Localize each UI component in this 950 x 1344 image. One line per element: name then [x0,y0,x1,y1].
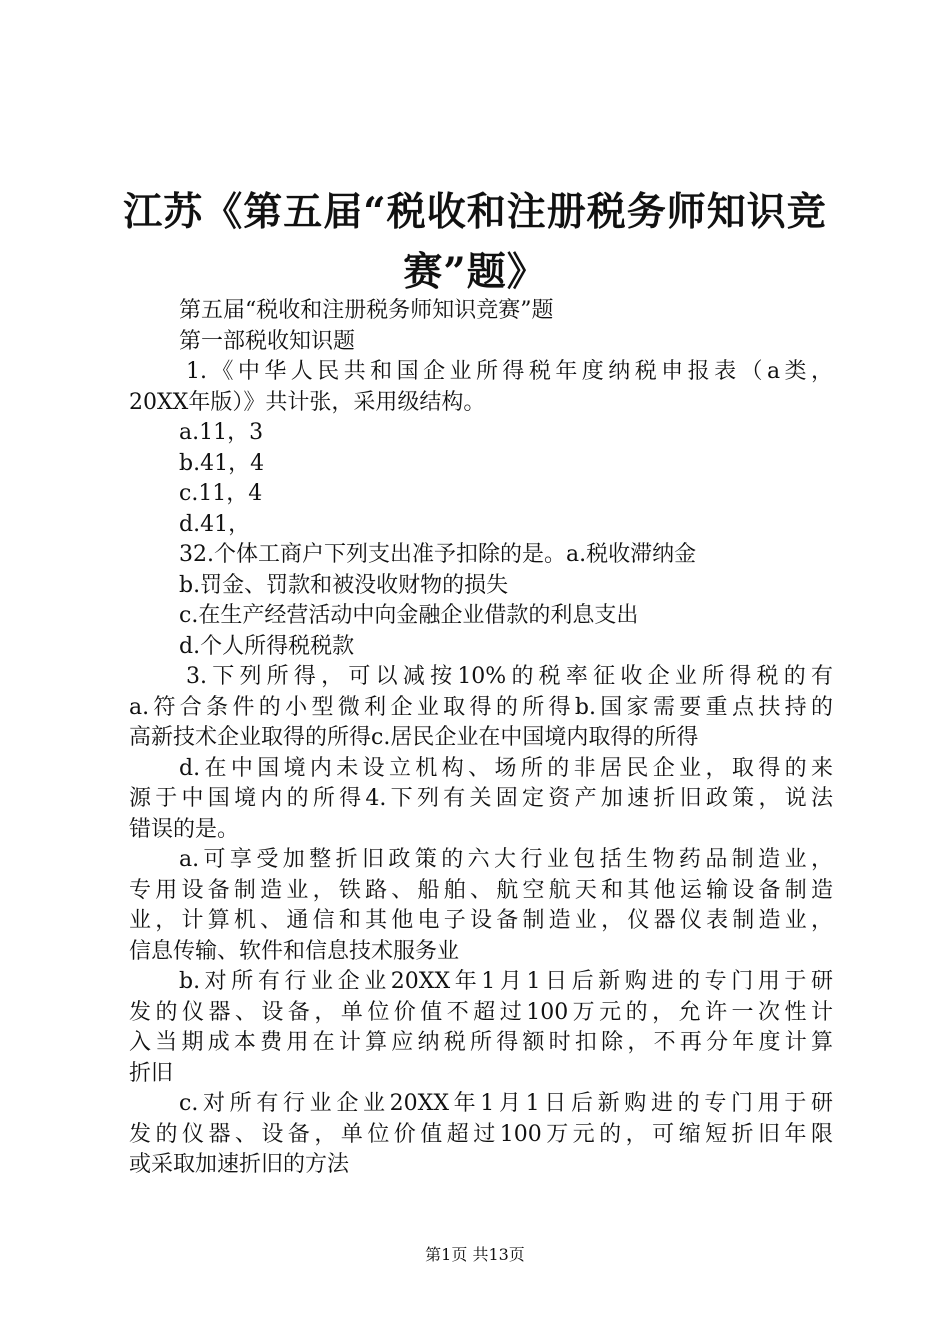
text-line: 信息传输、软件和信息技术服务业 [129,938,460,964]
text-line: d.个人所得税税款 [179,633,355,659]
text-line: c.11，4 [179,481,263,506]
text-line: c.对所有行业企业20XX年1月1日后新购进的专门用于研 [179,1091,833,1116]
text-line: a.可享受加整折旧政策的六大行业包括生物药品制造业， [179,847,833,872]
text-line: d.在中国境内未设立机构、场所的非居民企业，取得的来 [179,755,833,781]
text-line: 折旧 [129,1060,174,1086]
text-line: 高新技术企业取得的所得c.居民企业在中国境内取得的所得 [129,725,699,750]
text-line: a.11，3 [179,420,264,445]
document-body [129,296,833,1181]
text-line: 业，计算机、通信和其他电子设备制造业，仪器仪表制造业， [129,908,833,933]
text-line: 或采取加速折旧的方法 [129,1152,350,1177]
text-line: 3.下列所得，可以减按10%的税率征收企业所得税的有 [186,664,833,689]
text-line: 发的仪器、设备，单位价值超过100万元的，可缩短折旧年限 [129,1121,833,1147]
text-line: 源于中国境内的所得4.下列有关固定资产加速折旧政策，说法 [129,786,833,811]
text-line: 第五届“税收和注册税务师知识竞赛”题 [179,298,554,323]
text-line: 第一部税收知识题 [179,328,356,354]
text-line: b.罚金、罚款和被没收财物的损失 [179,572,509,598]
document-title: 江苏《第五届“税收和注册税务师知识竞赛”题》 [123,189,827,295]
text-line: 错误的是。 [129,816,240,842]
text-line: a.符合条件的小型微利企业取得的所得b.国家需要重点扶持的 [129,694,833,720]
page-number: 第1页 共13页 [425,1245,525,1264]
text-line: b.对所有行业企业20XX年1月1日后新购进的专门用于研 [179,969,833,994]
text-line: 1.《中华人民共和国企业所得税年度纳税申报表（a类， [186,359,833,384]
text-line: b.41，4 [179,450,265,476]
text-line: c.在生产经营活动中向金融企业借款的利息支出 [179,603,639,628]
text-line: 32.个体工商户下列支出准予扣除的是。a.税收滞纳金 [179,542,697,567]
text-line: 发的仪器、设备，单位价值不超过100万元的，允许一次性计 [129,999,833,1025]
text-line: d.41， [179,511,251,537]
text-line: 20XX年版）》共计张，采用级结构。 [129,389,486,415]
text-line: 入当期成本费用在计算应纳税所得额时扣除，不再分年度计算 [129,1030,833,1055]
page-footer [0,1243,950,1267]
text-line: 专用设备制造业，铁路、船舶、航空航天和其他运输设备制造 [129,877,833,903]
